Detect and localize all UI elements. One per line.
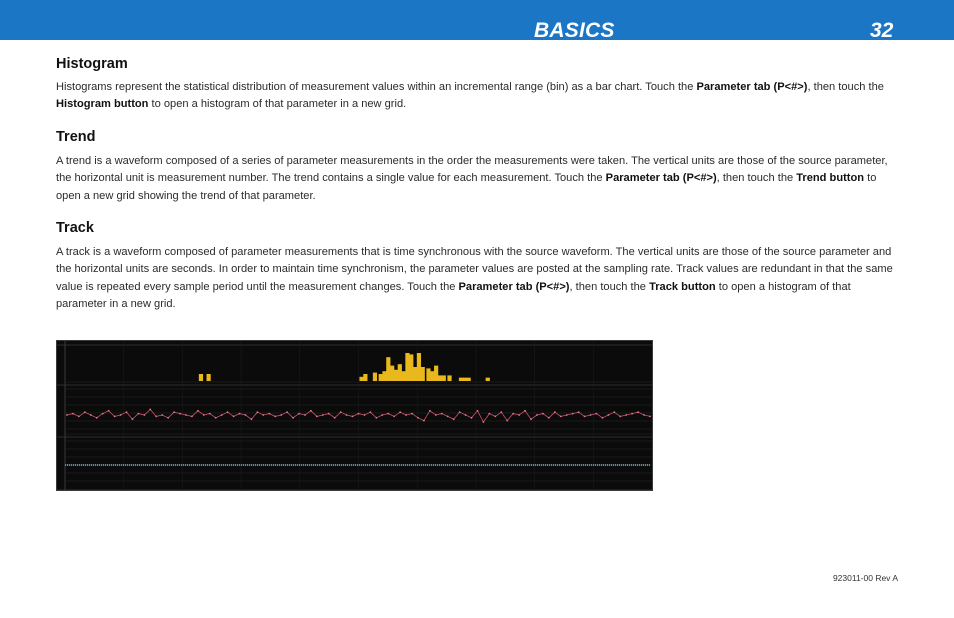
histogram-bar (363, 374, 367, 381)
bold-term: Trend button (796, 172, 865, 185)
trend-point (530, 418, 532, 420)
trend-point (114, 416, 116, 418)
header-bar (0, 0, 954, 40)
trend-point (423, 420, 425, 422)
trend-point (411, 413, 413, 415)
trend-point (298, 413, 300, 415)
trend-point (197, 410, 199, 412)
trend-point (453, 418, 455, 420)
text-run: , then touch the (807, 81, 884, 93)
trend-point (161, 414, 163, 416)
histogram-bar (390, 366, 394, 381)
trend-point (542, 413, 544, 415)
histogram-bar (402, 371, 406, 381)
trend-point (173, 411, 175, 413)
histogram-bar (405, 353, 409, 381)
histogram-bar (430, 371, 434, 381)
trend-point (399, 411, 401, 413)
text-run: A trend is a waveform composed of a series of parameter measurements in the order the measurements were taken. The vertical units are those of the source parameter, the horizontal unit is measurement number. The trend contains a single value for each measurement. Touch the (56, 155, 888, 185)
text-run: to open a histogram of that parameter in a new grid. (148, 98, 407, 111)
trend-point (215, 417, 217, 419)
trend-paragraph (56, 153, 898, 205)
trend-point (286, 411, 288, 413)
trend-point (524, 410, 526, 412)
trend-point (185, 414, 187, 416)
text-run: , then touch the (716, 172, 797, 185)
trend-point (369, 411, 371, 413)
histogram-bar (417, 353, 421, 381)
trend-point (191, 416, 193, 418)
trend-point (477, 410, 479, 412)
trend-point (381, 414, 383, 416)
trend-point (340, 411, 342, 413)
track-heading: Track (56, 220, 94, 236)
trend-point (548, 417, 550, 419)
trend-point (274, 416, 276, 418)
trend-point (203, 414, 205, 416)
trend-point (167, 417, 169, 419)
trend-point (233, 416, 235, 418)
histogram-paragraph (56, 79, 898, 114)
bold-term: Track button (649, 280, 716, 293)
trend-point (631, 413, 633, 415)
trend-point (637, 411, 639, 413)
trend-point (375, 417, 377, 419)
trend-point (102, 413, 104, 415)
histogram-bar (413, 367, 417, 381)
histogram-bar (398, 364, 402, 381)
trend-point (84, 411, 86, 413)
trend-point (393, 416, 395, 418)
trend-point (441, 413, 443, 415)
histogram-bar (438, 375, 442, 381)
trend-point (251, 418, 253, 420)
bold-term: Histogram button (56, 98, 149, 111)
histogram-bar (434, 366, 438, 381)
trend-point (625, 414, 627, 416)
trend-point (494, 416, 496, 418)
trend-point (590, 414, 592, 416)
trend-point (179, 413, 181, 415)
text-run: to open a histogram of that parameter in a new grid. (56, 280, 851, 311)
trend-point (209, 413, 211, 415)
trend-point (72, 413, 74, 415)
trend-point (471, 417, 473, 419)
bold-term: Parameter tab (P<#>) (605, 172, 717, 185)
trend-point (613, 411, 615, 413)
trend-point (108, 410, 110, 412)
histogram-bar (421, 367, 425, 381)
trend-point (316, 416, 318, 418)
trend-point (596, 413, 598, 415)
trend-point (304, 414, 306, 416)
trend-point (310, 410, 312, 412)
trend-point (536, 414, 538, 416)
trend-point (500, 411, 502, 413)
trend-point (566, 414, 568, 416)
oscilloscope-screenshot (56, 340, 653, 491)
trend-point (292, 417, 294, 419)
trend-point (120, 414, 122, 416)
histogram-bar (463, 378, 467, 381)
histogram-bar (382, 371, 386, 381)
trend-point (90, 414, 92, 416)
trend-point (126, 411, 128, 413)
trend-point (352, 416, 354, 418)
trend-point (358, 413, 360, 415)
trend-point (221, 414, 223, 416)
text-run: Histograms represent the statistical distribution of measurement values within an incremental range (bin) as a bar chart. Touch the (56, 81, 697, 93)
trend-point (602, 417, 604, 419)
trend-point (435, 414, 437, 416)
histogram-bar (206, 374, 210, 381)
trend-point (405, 414, 407, 416)
histogram-bar (442, 375, 446, 381)
trend-point (465, 414, 467, 416)
trend-point (560, 416, 562, 418)
trend-point (512, 413, 514, 415)
histogram-bar (467, 378, 471, 381)
histogram-bars (199, 353, 490, 381)
trend-point (488, 413, 490, 415)
histogram-bar (394, 370, 398, 381)
histogram-bar (199, 374, 203, 381)
trend-point (518, 414, 520, 416)
text-run: A track is a waveform composed of parameter measurements that is time synchronous with the source waveform. The vertical units are those of the source parameter and the horizontal units are seconds. In order to maintain time synchronism, the parameter values are posted at the sampling rate. Track values are redundant in that the same value is repeated every sample period until the measurement changes. Touch the (56, 246, 893, 293)
trend-point (584, 416, 586, 418)
histogram-bar (459, 378, 463, 381)
trend-heading: Trend (56, 129, 96, 145)
histogram-bar (373, 373, 377, 381)
trend-point (417, 417, 419, 419)
trend-point (137, 413, 139, 415)
text-run: to open a new grid showing the trend of that parameter. (56, 172, 877, 202)
histogram-bar (359, 377, 363, 381)
histogram-bar (447, 375, 451, 381)
histogram-bar (379, 374, 383, 381)
trend-point (429, 410, 431, 412)
trend-point (239, 413, 241, 415)
trend-point (149, 409, 151, 411)
trend-point (483, 421, 485, 423)
trend-point (322, 414, 324, 416)
trend-point (268, 413, 270, 415)
trend-point (66, 414, 68, 416)
trend-point (387, 413, 389, 415)
bold-term: Parameter tab (P<#>) (458, 280, 570, 293)
text-run: , then touch the (569, 280, 650, 293)
trend-point (256, 411, 258, 413)
trend-point (607, 414, 609, 416)
trend-point (143, 414, 145, 416)
trend-point (78, 416, 80, 418)
trend-point (619, 416, 621, 418)
trend-point (459, 411, 461, 413)
track-paragraph (56, 244, 898, 314)
histogram-bar (426, 368, 430, 381)
trend-point (262, 414, 264, 416)
trend-point (280, 414, 282, 416)
trend-point (578, 411, 580, 413)
bold-term: Parameter tab (P<#>) (696, 81, 808, 93)
trend-point (554, 411, 556, 413)
trend-point (643, 414, 645, 416)
trend-point (245, 414, 247, 416)
histogram-bar (486, 378, 490, 381)
trend-point (447, 416, 449, 418)
trend-point (132, 418, 134, 420)
trend-point (572, 413, 574, 415)
histogram-bar (386, 357, 390, 381)
trend-point (227, 411, 229, 413)
page-number: 32 (870, 19, 894, 42)
document-number: 923011-00 Rev A (832, 573, 898, 583)
trend-point (96, 417, 98, 419)
trend-point (364, 414, 366, 416)
trend-point (334, 417, 336, 419)
trend-point (155, 416, 157, 418)
trend-point (328, 413, 330, 415)
histogram-heading: Histogram (56, 56, 128, 72)
section-title: BASICS (534, 19, 615, 42)
trend-point (506, 420, 508, 422)
histogram-bar (409, 354, 413, 381)
trend-point (649, 416, 651, 418)
trend-point (346, 414, 348, 416)
